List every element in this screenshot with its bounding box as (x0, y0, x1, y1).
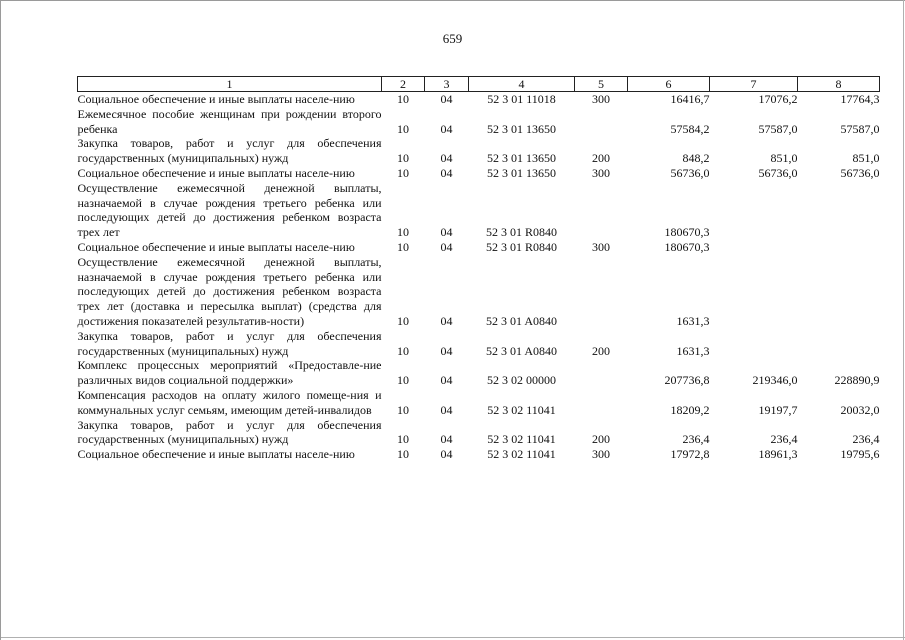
row-amount-col7: 851,0 (770, 151, 798, 166)
row-description: Социальное обеспечение и иные выплаты населе-нию (77, 447, 355, 462)
table-row (78, 166, 880, 181)
table-row (78, 418, 880, 448)
row-description: Осуществление ежемесячной денежной выплаты, назначаемой в случае рождения третьего ребенка или последующих детей до достижения ребенком возраста трех лет (77, 180, 382, 240)
row-amount-col7: 236,4 (770, 432, 798, 447)
row-section: 10 (397, 165, 409, 180)
row-description: Социальное обеспечение и иные выплаты населе-нию (77, 239, 355, 254)
header-col-7: 7 (710, 77, 798, 92)
row-amount-col6: 57584,2 (670, 121, 710, 136)
row-amount-col6: 16416,7 (670, 92, 710, 106)
table-row (78, 136, 880, 166)
row-description: Комплекс процессных мероприятий «Предоставле-ние различных видов социальной поддержки» (77, 358, 382, 388)
row-amount-col6: 207736,8 (664, 373, 710, 388)
row-amount-col8 (798, 240, 880, 255)
row-target-code: 52 3 02 00000 (487, 373, 556, 388)
row-amount-col6: 848,2 (682, 151, 710, 166)
row-amount-col8: 57587,0 (840, 121, 880, 136)
row-amount-col8 (798, 255, 880, 329)
header-col-3: 3 (425, 77, 469, 92)
table-body (78, 92, 880, 462)
row-expense-type (575, 358, 628, 388)
row-amount-col8: 851,0 (852, 151, 880, 166)
row-amount-col8: 236,4 (852, 432, 880, 447)
row-subsection: 04 (440, 343, 453, 358)
page-border-top (0, 0, 905, 1)
table-row (78, 329, 880, 359)
row-target-code: 52 3 02 11041 (487, 447, 556, 462)
row-amount-col8: 56736,0 (840, 165, 880, 180)
row-amount-col6: 56736,0 (670, 165, 710, 180)
row-description: Закупка товаров, работ и услуг для обеспечения государственных (муниципальных) нужд (77, 136, 382, 166)
header-col-4: 4 (469, 77, 575, 92)
row-expense-type: 300 (592, 447, 610, 462)
row-section: 10 (397, 432, 409, 447)
row-amount-col6: 1631,3 (676, 313, 710, 328)
row-expense-type: 200 (592, 343, 610, 358)
row-description: Закупка товаров, работ и услуг для обеспечения государственных (муниципальных) нужд (77, 328, 382, 358)
row-section: 10 (397, 447, 409, 462)
row-subsection: 04 (440, 447, 453, 462)
row-subsection: 04 (440, 151, 453, 166)
row-amount-col7: 18961,3 (758, 447, 798, 462)
row-section: 10 (397, 239, 409, 254)
row-section: 10 (397, 343, 409, 358)
row-expense-type: 300 (592, 92, 610, 106)
row-description: Осуществление ежемесячной денежной выплаты, назначаемой в случае рождения третьего ребенка или последующих детей до достижения ребенком возраста трех лет (доставка и пересылка выплат) (средства для достижения показателей результатив-ности) (77, 254, 382, 328)
row-amount-col7: 57587,0 (758, 121, 798, 136)
row-amount-col7 (710, 240, 798, 255)
row-section: 10 (397, 313, 409, 328)
row-amount-col8: 20032,0 (840, 402, 880, 417)
row-amount-col7 (710, 329, 798, 359)
row-amount-col6: 236,4 (682, 432, 710, 447)
header-col-2: 2 (382, 77, 425, 92)
row-section: 10 (397, 151, 409, 166)
row-description: Компенсация расходов на оплату жилого помеще-ния и коммунальных услуг семьям, имеющим детей-инвалидов (77, 387, 382, 417)
budget-table (77, 76, 880, 462)
row-description: Социальное обеспечение и иные выплаты населе-нию (77, 92, 355, 106)
row-expense-type: 200 (592, 151, 610, 166)
row-subsection: 04 (440, 402, 453, 417)
row-target-code: 52 3 01 A0840 (485, 313, 557, 328)
row-subsection: 04 (440, 373, 453, 388)
row-expense-type: 200 (592, 432, 610, 447)
table-row (78, 240, 880, 255)
table-row (78, 107, 880, 137)
row-target-code: 52 3 01 13650 (487, 121, 556, 136)
row-subsection: 04 (440, 432, 453, 447)
row-section: 10 (397, 121, 409, 136)
row-amount-col6: 1631,3 (676, 343, 710, 358)
header-col-5: 5 (575, 77, 628, 92)
row-amount-col7: 219346,0 (752, 373, 798, 388)
row-amount-col6: 180670,3 (664, 225, 710, 240)
row-description: Закупка товаров, работ и услуг для обеспечения государственных (муниципальных) нужд (77, 417, 382, 447)
row-amount-col6: 17972,8 (670, 447, 710, 462)
row-target-code: 52 3 02 11041 (487, 432, 556, 447)
row-amount-col6: 180670,3 (664, 239, 710, 254)
table-header (78, 77, 880, 92)
row-section: 10 (397, 225, 409, 240)
header-col-1: 1 (78, 77, 382, 92)
row-target-code: 52 3 01 R0840 (485, 239, 557, 254)
row-description: Социальное обеспечение и иные выплаты населе-нию (77, 165, 355, 180)
row-description: Ежемесячное пособие женщинам при рождении второго ребенка (77, 106, 382, 136)
row-amount-col8 (798, 329, 880, 359)
page-border-bottom (0, 637, 905, 638)
row-subsection: 04 (440, 239, 453, 254)
row-amount-col8: 228890,9 (834, 373, 880, 388)
row-amount-col7 (710, 181, 798, 240)
table-row (78, 181, 880, 240)
row-expense-type (575, 388, 628, 418)
row-subsection: 04 (440, 313, 453, 328)
table-row (78, 358, 880, 388)
table-row (78, 255, 880, 329)
row-target-code: 52 3 02 11041 (487, 402, 556, 417)
table-row (78, 92, 880, 107)
row-amount-col7: 17076,2 (758, 92, 798, 106)
row-subsection: 04 (440, 92, 453, 106)
row-expense-type: 300 (592, 239, 610, 254)
row-target-code: 52 3 01 13650 (487, 165, 556, 180)
row-amount-col8: 19795,6 (840, 447, 880, 462)
row-section: 10 (397, 92, 409, 106)
header-col-8: 8 (798, 77, 880, 92)
row-target-code: 52 3 01 13650 (487, 151, 556, 166)
table-row (78, 447, 880, 462)
table-row (78, 388, 880, 418)
row-expense-type (575, 107, 628, 137)
row-amount-col8 (798, 181, 880, 240)
header-row (78, 77, 880, 92)
page-border-left (0, 0, 1, 640)
row-expense-type (575, 255, 628, 329)
row-amount-col8: 17764,3 (840, 92, 880, 106)
row-amount-col7 (710, 255, 798, 329)
row-target-code: 52 3 01 R0840 (485, 225, 557, 240)
row-section: 10 (397, 402, 409, 417)
row-amount-col7: 19197,7 (758, 402, 798, 417)
row-target-code: 52 3 01 A0840 (485, 343, 557, 358)
row-amount-col6: 18209,2 (670, 402, 710, 417)
page-border-right (903, 0, 904, 640)
row-subsection: 04 (440, 121, 453, 136)
row-subsection: 04 (440, 225, 453, 240)
row-expense-type (575, 181, 628, 240)
row-target-code: 52 3 01 11018 (487, 92, 556, 106)
page-number: 659 (442, 31, 463, 46)
row-section: 10 (397, 373, 409, 388)
header-col-6: 6 (628, 77, 710, 92)
row-subsection: 04 (440, 165, 453, 180)
row-expense-type: 300 (592, 165, 610, 180)
row-amount-col7: 56736,0 (758, 165, 798, 180)
